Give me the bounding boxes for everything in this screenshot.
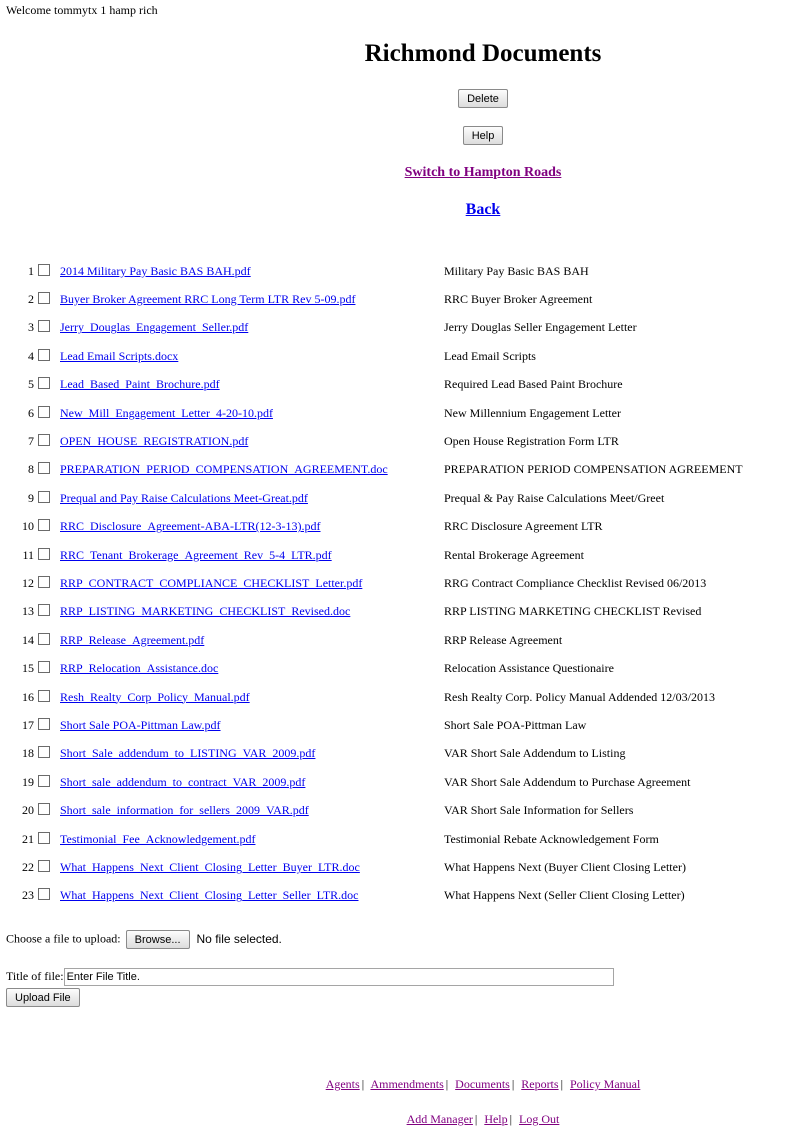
- row-number: 13: [22, 604, 34, 619]
- document-row: [6, 882, 743, 910]
- document-row: [6, 768, 743, 796]
- row-number: 2: [28, 292, 34, 307]
- document-file-link[interactable]: Lead_Based_Paint_Brochure.pdf: [60, 377, 220, 392]
- row-number: 19: [22, 774, 34, 789]
- document-file-link[interactable]: Resh_Realty_Corp_Policy_Manual.pdf: [60, 689, 250, 704]
- select-checkbox[interactable]: [38, 349, 50, 361]
- footer-link-policy-manual[interactable]: Policy Manual: [569, 1077, 641, 1091]
- documents-table: [6, 257, 743, 910]
- document-row: [6, 484, 743, 512]
- switch-link-row: [0, 165, 800, 181]
- select-checkbox[interactable]: [38, 803, 50, 815]
- select-checkbox[interactable]: [38, 690, 50, 702]
- document-row: [6, 285, 743, 313]
- row-number: 14: [22, 632, 34, 647]
- document-row: [6, 427, 743, 455]
- row-number: 23: [22, 888, 34, 903]
- document-file-link[interactable]: PREPARATION_PERIOD_COMPENSATION_AGREEMENT.doc: [60, 462, 388, 477]
- choose-file-label: Choose a file to upload:: [6, 931, 121, 946]
- document-description: Rental Brokerage Agreement: [444, 547, 584, 562]
- document-row: [6, 456, 743, 484]
- help-button[interactable]: Help: [463, 126, 504, 145]
- row-number: 6: [28, 405, 34, 420]
- select-checkbox[interactable]: [38, 434, 50, 446]
- document-description: Prequal & Pay Raise Calculations Meet/Greet: [444, 490, 665, 505]
- select-checkbox[interactable]: [38, 775, 50, 787]
- document-file-link[interactable]: Prequal and Pay Raise Calculations Meet-Great.pdf: [60, 490, 308, 505]
- document-row: [6, 654, 743, 682]
- select-checkbox[interactable]: [38, 519, 50, 531]
- help-button-row: [0, 126, 800, 145]
- row-number: 7: [28, 434, 34, 449]
- row-number: 3: [28, 320, 34, 335]
- select-checkbox[interactable]: [38, 746, 50, 758]
- document-row: [6, 740, 743, 768]
- upload-file-button[interactable]: Upload File: [6, 988, 80, 1007]
- document-description: RRC Disclosure Agreement LTR: [444, 519, 603, 534]
- row-number: 18: [22, 746, 34, 761]
- row-number: 4: [28, 348, 34, 363]
- row-number: 11: [22, 547, 34, 562]
- delete-button[interactable]: Delete: [458, 89, 508, 108]
- document-file-link[interactable]: 2014 Military Pay Basic BAS BAH.pdf: [60, 263, 251, 278]
- select-checkbox[interactable]: [38, 633, 50, 645]
- document-description: RRP LISTING MARKETING CHECKLIST Revised: [444, 604, 702, 619]
- document-file-link[interactable]: Jerry_Douglas_Engagement_Seller.pdf: [60, 320, 249, 335]
- document-row: [6, 683, 743, 711]
- document-file-link[interactable]: RRP_Release_Agreement.pdf: [60, 632, 205, 647]
- row-number: 5: [28, 377, 34, 392]
- document-description: Relocation Assistance Questionaire: [444, 661, 614, 676]
- select-checkbox[interactable]: [38, 264, 50, 276]
- footer-separator: |: [509, 1112, 513, 1126]
- footer-link-log-out[interactable]: Log Out: [519, 1112, 560, 1126]
- document-row: [6, 399, 743, 427]
- document-file-link[interactable]: What_Happens_Next_Client_Closing_Letter_Seller_LTR.doc: [60, 888, 359, 903]
- select-checkbox[interactable]: [38, 377, 50, 389]
- row-number: 1: [28, 263, 34, 278]
- document-row: [6, 371, 743, 399]
- document-description: What Happens Next (Buyer Client Closing Letter): [444, 859, 686, 874]
- select-checkbox[interactable]: [38, 462, 50, 474]
- row-number: 21: [22, 831, 34, 846]
- document-description: What Happens Next (Seller Client Closing Letter): [444, 888, 685, 903]
- row-number: 8: [28, 462, 34, 477]
- document-row: [6, 711, 743, 739]
- row-number: 20: [22, 803, 34, 818]
- row-number: 17: [22, 717, 34, 732]
- footer-link-documents[interactable]: Documents: [455, 1077, 510, 1091]
- back-link[interactable]: Back: [465, 201, 501, 218]
- welcome-text: Welcome tommytx 1 hamp rich: [6, 3, 158, 17]
- document-description: VAR Short Sale Addendum to Listing: [444, 746, 626, 761]
- footer-separator: |: [361, 1077, 365, 1091]
- footer-link-agents[interactable]: Agents: [325, 1077, 360, 1091]
- footer-nav-secondary: [0, 1112, 800, 1127]
- file-title-input[interactable]: [64, 968, 614, 986]
- browse-button[interactable]: Browse...: [126, 930, 190, 949]
- row-number: 16: [22, 689, 34, 704]
- document-file-link[interactable]: New_Mill_Engagement_Letter_4-20-10.pdf: [60, 405, 273, 420]
- select-checkbox[interactable]: [38, 604, 50, 616]
- document-file-link[interactable]: Buyer Broker Agreement RRC Long Term LTR Rev 5-09.pdf: [60, 292, 356, 307]
- document-description: Jerry Douglas Seller Engagement Letter: [444, 320, 637, 335]
- document-description: New Millennium Engagement Letter: [444, 405, 621, 420]
- footer-link-ammendments[interactable]: Ammendments: [370, 1077, 444, 1091]
- footer-link-help[interactable]: Help: [484, 1112, 508, 1126]
- row-number: 10: [22, 519, 34, 534]
- document-file-link[interactable]: Short Sale POA-Pittman Law.pdf: [60, 717, 221, 732]
- footer-separator: |: [474, 1112, 478, 1126]
- document-row: [6, 825, 743, 853]
- document-row: [6, 626, 743, 654]
- file-title-row: [6, 968, 614, 986]
- document-file-link[interactable]: Short_sale_information_for_sellers_2009_VAR.pdf: [60, 803, 309, 818]
- document-description: Testimonial Rebate Acknowledgement Form: [444, 831, 659, 846]
- document-row: [6, 541, 743, 569]
- select-checkbox[interactable]: [38, 661, 50, 673]
- document-description: PREPARATION PERIOD COMPENSATION AGREEMENT: [444, 462, 743, 477]
- document-file-link[interactable]: Short_sale_addendum_to_contract_VAR_2009.pdf: [60, 774, 306, 789]
- document-description: Open House Registration Form LTR: [444, 434, 619, 449]
- document-description: VAR Short Sale Addendum to Purchase Agreement: [444, 774, 691, 789]
- select-checkbox[interactable]: [38, 832, 50, 844]
- select-checkbox[interactable]: [38, 320, 50, 332]
- document-description: RRG Contract Compliance Checklist Revised 06/2013: [444, 575, 707, 590]
- document-row: [6, 569, 743, 597]
- document-file-link[interactable]: Testimonial_Fee_Acknowledgement.pdf: [60, 831, 256, 846]
- back-link-row: [0, 201, 800, 219]
- document-row: [6, 314, 743, 342]
- document-description: Resh Realty Corp. Policy Manual Addended 12/03/2013: [444, 689, 715, 704]
- selected-file-status: No file selected.: [196, 931, 282, 946]
- document-description: RRP Release Agreement: [444, 632, 563, 647]
- switch-region-link[interactable]: Switch to Hampton Roads: [404, 165, 562, 180]
- document-file-link[interactable]: RRC_Disclosure_Agreement-ABA-LTR(12-3-13).pdf: [60, 519, 321, 534]
- row-number: 9: [28, 490, 34, 505]
- footer-separator: |: [445, 1077, 449, 1091]
- page-title: Richmond Documents: [364, 40, 602, 67]
- delete-button-row: [0, 89, 800, 108]
- select-checkbox[interactable]: [38, 292, 50, 304]
- document-description: Short Sale POA-Pittman Law: [444, 717, 587, 732]
- footer-separator: |: [511, 1077, 515, 1091]
- document-row: [6, 598, 743, 626]
- row-number: 12: [22, 575, 34, 590]
- document-description: Lead Email Scripts: [444, 348, 536, 363]
- row-number: 22: [22, 859, 34, 874]
- select-checkbox[interactable]: [38, 406, 50, 418]
- select-checkbox[interactable]: [38, 576, 50, 588]
- document-file-link[interactable]: RRC_Tenant_Brokerage_Agreement_Rev_5-4_LTR.pdf: [60, 547, 332, 562]
- footer-separator: |: [560, 1077, 563, 1091]
- select-checkbox[interactable]: [38, 548, 50, 560]
- document-description: Required Lead Based Paint Brochure: [444, 377, 623, 392]
- document-row: [6, 342, 743, 370]
- footer-link-reports[interactable]: Reports: [521, 1077, 559, 1091]
- select-checkbox[interactable]: [38, 860, 50, 872]
- document-file-link[interactable]: OPEN_HOUSE_REGISTRATION.pdf: [60, 434, 249, 449]
- footer-link-add-manager[interactable]: Add Manager: [406, 1112, 473, 1126]
- document-file-link[interactable]: RRP_CONTRACT_COMPLIANCE_CHECKLIST_Letter.pdf: [60, 575, 363, 590]
- row-number: 15: [22, 661, 34, 676]
- select-checkbox[interactable]: [38, 888, 50, 900]
- upload-file-row: [6, 930, 282, 949]
- document-row: [6, 853, 743, 881]
- document-file-link[interactable]: RRP_LISTING_MARKETING_CHECKLIST_Revised.doc: [60, 604, 351, 619]
- document-file-link[interactable]: RRP_Relocation_Assistance.doc: [60, 661, 219, 676]
- document-file-link[interactable]: Lead Email Scripts.docx: [60, 348, 179, 363]
- document-description: RRC Buyer Broker Agreement: [444, 292, 593, 307]
- upload-button-row: [6, 988, 80, 1007]
- select-checkbox[interactable]: [38, 491, 50, 503]
- document-description: Military Pay Basic BAS BAH: [444, 263, 589, 278]
- document-file-link[interactable]: What_Happens_Next_Client_Closing_Letter_Buyer_LTR.doc: [60, 859, 360, 874]
- footer-nav-primary: [0, 1077, 800, 1092]
- document-row: [6, 257, 743, 285]
- document-row: [6, 796, 743, 824]
- document-row: [6, 513, 743, 541]
- document-description: VAR Short Sale Information for Sellers: [444, 803, 634, 818]
- document-file-link[interactable]: Short_Sale_addendum_to_LISTING_VAR_2009.pdf: [60, 746, 316, 761]
- file-title-label: Title of file:: [6, 968, 64, 983]
- select-checkbox[interactable]: [38, 718, 50, 730]
